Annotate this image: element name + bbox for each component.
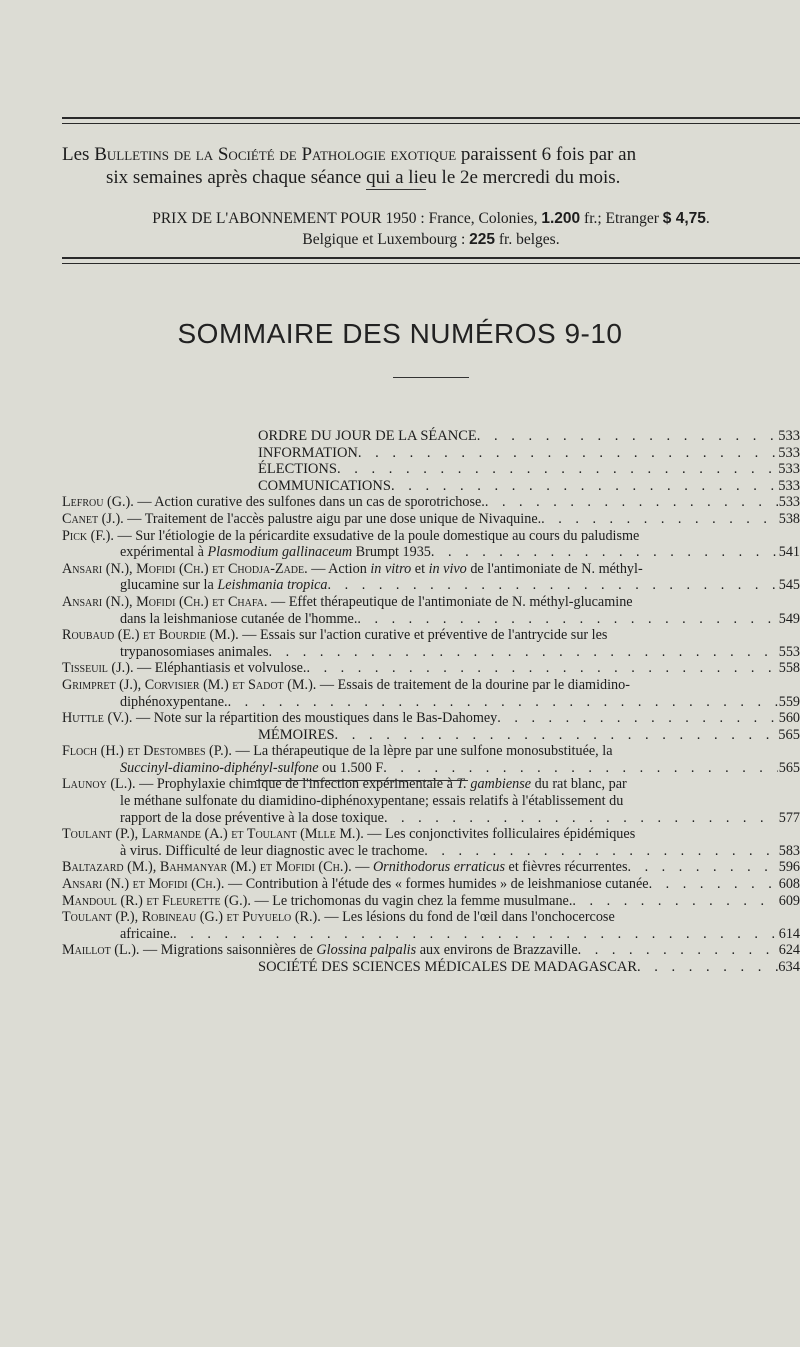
bulletin-notice: Les Bulletins de la Société de Pathologie exotique paraissent 6 fois par an six semaines après chaque séance qui a lieu le 2e mercredi du mois. xyxy=(62,144,637,188)
footer-separator xyxy=(256,780,468,781)
toc-entry-continued: expérimental à Plasmodium gallinaceum Brumpt 1935 . . . 541 xyxy=(62,544,800,561)
toc-entry: Launoy (L.). — Prophylaxie chimique de l'infection expérimentale à T. gambiense du rat blanc, par xyxy=(62,776,627,793)
toc-entry: Ansari (N.) et Mofidi (Ch.). — Contribution à l'étude des « formes humides » de leishmaniose cutanée . . . 608 xyxy=(62,876,800,893)
toc-entry-continued: diphénoxypentane. . . . 559 xyxy=(62,694,800,711)
header-separator xyxy=(366,189,426,190)
toc-heading-communications: COMMUNICATIONS . . . 533 xyxy=(62,478,800,495)
toc-entry-continued: dans la leishmaniose cutanée de l'homme. . . . 549 xyxy=(62,611,800,628)
toc-entry-continued: africaine. . . . 614 xyxy=(62,926,800,943)
toc-entry-continued: à virus. Difficulté de leur diagnostic avec le trachome . . . 583 xyxy=(62,843,800,860)
toc-entry: Mandoul (R.) et Fleurette (G.). — Le trichomonas du vagin chez la femme musulmane. . . . 609 xyxy=(62,893,800,910)
toc-entry: Baltazard (M.), Bahmanyar (M.) et Mofidi (Ch.). — Ornithodorus erraticus et fièvres récurrentes . . . 596 xyxy=(62,859,800,876)
toc-heading-societe: SOCIÉTÉ DES SCIENCES MÉDICALES DE MADAGASCAR . . . 634 xyxy=(62,959,800,976)
toc-entry: Pick (F.). — Sur l'étiologie de la péricardite exsudative de la poule domestique au cours du paludisme xyxy=(62,527,640,544)
top-rule-outer xyxy=(62,117,800,119)
toc-entry: Ansari (N.), Mofidi (Ch.) et Chodja-Zade. — Action in vitro et in vivo de l'antimoniate de N. méthyl- xyxy=(62,560,643,577)
toc-entry-continued: le méthane sulfonate du diamidino-diphénoxypentane; essais relatifs à l'établissement du xyxy=(120,793,624,810)
top-rule-inner xyxy=(62,123,800,124)
toc-heading-ordre: ORDRE DU JOUR DE LA SÉANCE . . . 533 xyxy=(62,428,800,445)
toc-entry: Tisseuil (J.). — Eléphantiasis et volvulose. . . . 558 xyxy=(62,660,800,677)
mid-rule-outer xyxy=(62,257,800,259)
page-title: SOMMAIRE DES NUMÉROS 9-10 xyxy=(177,318,623,349)
table-of-contents xyxy=(62,428,800,976)
toc-entry: Maillot (L.). — Migrations saisonnières de Glossina palpalis aux environs de Brazzaville . . . 624 xyxy=(62,942,800,959)
toc-heading-memoires: MÉMOIRES . . . 565 xyxy=(62,727,800,744)
toc-entry-continued: trypanosomiases animales . . . 553 xyxy=(62,644,800,661)
toc-entry-continued: glucamine sur la Leishmania tropica . . . 545 xyxy=(62,577,800,594)
toc-entry: Ansari (N.), Mofidi (Ch.) et Chafa. — Effet thérapeutique de l'antimoniate de N. méthyl-glucamine xyxy=(62,593,633,610)
subscription-price: PRIX DE L'ABONNEMENT POUR 1950 : France, Colonies, 1.200 fr.; Etranger $ 4,75. Belgique et Luxembourg : 225 fr. belges. xyxy=(152,210,710,248)
toc-heading-information: INFORMATION . . . 533 xyxy=(62,445,800,462)
toc-entry: Huttle (V.). — Note sur la répartition des moustiques dans le Bas-Dahomey . . . 560 xyxy=(62,710,800,727)
toc-entry-continued: rapport de la dose préventive à la dose toxique . . . 577 xyxy=(62,810,800,827)
title-separator xyxy=(393,377,469,378)
toc-entry: Floch (H.) et Destombes (P.). — La thérapeutique de la lèpre par une sulfone monosubstituée, la xyxy=(62,743,613,760)
toc-entry: Toulant (P.), Larmande (A.) et Toulant (Mlle M.). — Les conjonctivites folliculaires épidémiques xyxy=(62,826,636,843)
toc-entry: Roubaud (E.) et Bourdie (M.). — Essais sur l'action curative et préventive de l'antrycide sur les xyxy=(62,627,608,644)
toc-entry: Canet (J.). — Traitement de l'accès palustre aigu par une dose unique de Nivaquine. . . . 538 xyxy=(62,511,800,528)
toc-entry-continued: Succinyl-diamino-diphényl-sulfone ou 1.500 F . . . 565 xyxy=(62,760,800,777)
toc-heading-elections: ÉLECTIONS . . . 533 xyxy=(62,461,800,478)
toc-entry: Grimpret (J.), Corvisier (M.) et Sadot (M.). — Essais de traitement de la dourine par le diamidino- xyxy=(62,676,630,693)
toc-entry: Toulant (P.), Robineau (G.) et Puyuelo (R.). — Les lésions du fond de l'œil dans l'onchocercose xyxy=(62,909,615,926)
mid-rule-inner xyxy=(62,263,800,264)
toc-entry: Lefrou (G.). — Action curative des sulfones dans un cas de sporotrichose. . . . 533 xyxy=(62,494,800,511)
